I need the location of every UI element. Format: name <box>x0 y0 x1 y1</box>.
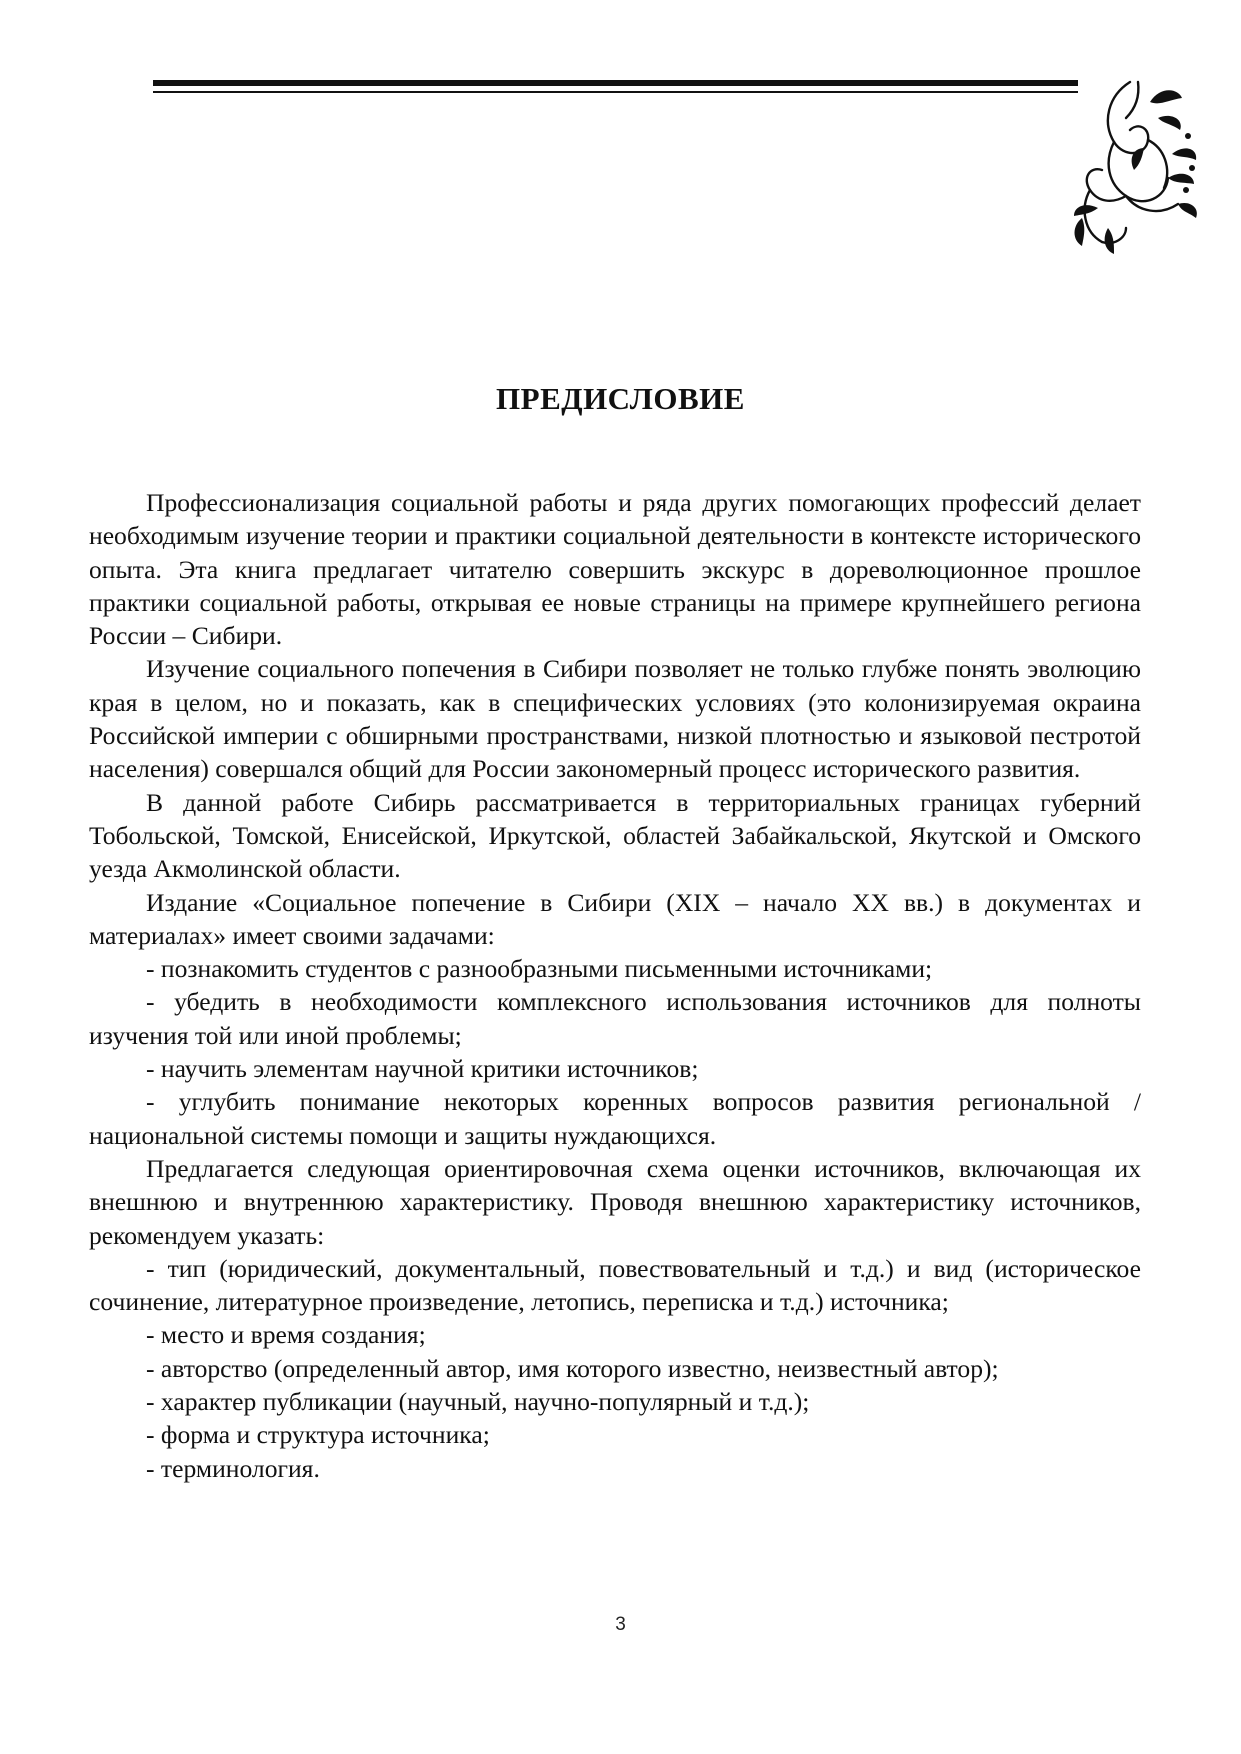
body-text <box>89 486 1141 1485</box>
paragraph: В данной работе Сибирь рассматривается в территориальных границах губерний Тобольской, Томской, Енисейской, Иркутской, областей Забайкальской, Якутской и Омского уезда Акмолинской области. <box>89 787 1141 884</box>
list-item: - научить элементам научной критики источников; <box>146 1054 699 1084</box>
page-title: ПРЕДИСЛОВИЕ <box>496 381 745 416</box>
list-item: - авторство (определенный автор, имя которого известно, неизвестный автор); <box>146 1353 999 1383</box>
paragraph: Предлагается следующая ориентировочная схема оценки источников, включающая их внешнюю и внутреннюю характеристику. Проводя внешнюю характеристику источников, рекомендуем указать: <box>89 1153 1141 1250</box>
list-item: - познакомить студентов с разнообразными письменными источниками; <box>146 954 933 984</box>
page-number: 3 <box>615 1614 626 1635</box>
list-item: - углубить понимание некоторых коренных вопросов развития региональной / национальной системы помощи и защиты нуждающихся. <box>89 1087 1141 1150</box>
list-item: - тип (юридический, документальный, повествовательный и т.д.) и вид (историческое сочинение, литературное произведение, летопись, переписка и т.д.) источника; <box>89 1253 1141 1317</box>
floral-swirl-ornament-icon <box>1068 78 1203 258</box>
header-rule-thin <box>153 91 1078 93</box>
list-item: - убедить в необходимости комплексного использования источников для полноты изучения той или иной проблемы; <box>89 987 1141 1050</box>
paragraph: Издание «Социальное попечение в Сибири (XIX – начало XX вв.) в документах и материалах» имеет своими задачами: <box>89 887 1141 950</box>
header-rule-thick <box>153 80 1078 86</box>
list-item: - форма и структура источника; <box>146 1420 490 1450</box>
list-item: - терминология. <box>146 1453 320 1483</box>
paragraph: Профессионализация социальной работы и ряда других помогающих профессий делает необходимым изучение теории и практики социальной деятельности в контексте исторического опыта. Эта книга предлагает читателю совершить экскурс в дореволюционное прошлое практики социальной работы, открывая ее новые страницы на примере крупнейшего региона России – Сибири. <box>89 488 1141 651</box>
paragraph: Изучение социального попечения в Сибири позволяет не только глубже понять эволюцию края в целом, но и показать, как в специфических условиях (это колонизируемая окраина Российской империи с обширными пространствами, низкой плотностью и языковой пестротой населения) совершался общий для России закономерный процесс исторического развития. <box>89 654 1141 784</box>
list-item: - характер публикации (научный, научно-популярный и т.д.); <box>146 1387 810 1417</box>
list-item: - место и время создания; <box>146 1320 426 1350</box>
